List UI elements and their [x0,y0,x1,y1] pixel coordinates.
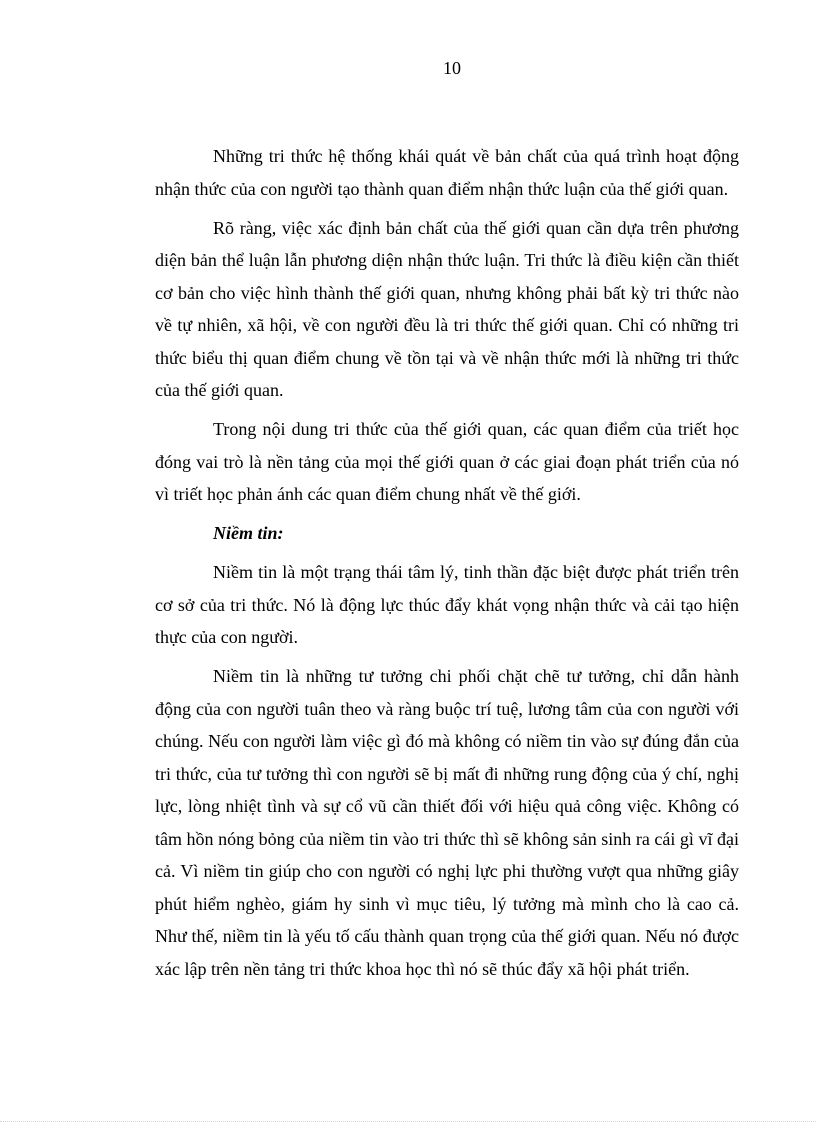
paragraph-essence-of-worldview: Rõ ràng, việc xác định bản chất của thế giới quan cần dựa trên phương diện bản thể luận lẫn phương diện nhận thức luận. Tri thức là điều kiện cần thiết cơ bản cho việc hình thành thế giới quan, nhưng không phải bất kỳ tri thức nào về tự nhiên, xã hội, về con người đều là tri thức thế giới quan. Chỉ có những tri thức biểu thị quan điểm chung về tồn tại và về nhận thức mới là những tri thức của thế giới quan. [155,217,739,400]
page-number: 10 [443,58,461,78]
paragraph-epistemology: Những tri thức hệ thống khái quát về bản chất của quá trình hoạt động nhận thức của con người tạo thành quan điểm nhận thức luận của thế giới quan. [155,146,739,199]
document-body [155,140,739,992]
paragraph-belief-role: Niềm tin là những tư tưởng chi phối chặt chẽ tư tưởng, chỉ dẫn hành động của con người tuân theo và ràng buộc trí tuệ, lương tâm của con người với chúng. Nếu con người làm việc gì đó mà không có niềm tin vào sự đúng đắn của tri thức, của tư tưởng thì con người sẽ bị mất đi những rung động của ý chí, nghị lực, lòng nhiệt tình và sự cổ vũ cần thiết đối với hiệu quả công việc. Không có tâm hồn nóng bỏng của niềm tin vào tri thức thì sẽ không sản sinh ra cái gì vĩ đại cả. Vì niềm tin giúp cho con người có nghị lực phi thường vượt qua những giây phút hiểm nghèo, giám hy sinh vì mục tiêu, lý tưởng mà mình cho là cao cả. Như thế, niềm tin là yếu tố cấu thành quan trọng của thế giới quan. Nếu nó được xác lập trên nền tảng tri thức khoa học thì nó sẽ thúc đẩy xã hội phát triển. [155,666,739,979]
paragraph-belief-definition: Niềm tin là một trạng thái tâm lý, tinh thần đặc biệt được phát triển trên cơ sở của tri thức. Nó là động lực thúc đẩy khát vọng nhận thức và cải tạo hiện thực của con người. [155,562,739,647]
section-heading-belief: Niềm tin: [213,523,284,543]
paragraph-philosophy-foundation: Trong nội dung tri thức của thế giới quan, các quan điểm của triết học đóng vai trò là nền tảng của mọi thế giới quan ở các giai đoạn phát triển của nó vì triết học phản ánh các quan điểm chung nhất về thế giới. [155,419,739,504]
page-bottom-border [0,1121,816,1122]
